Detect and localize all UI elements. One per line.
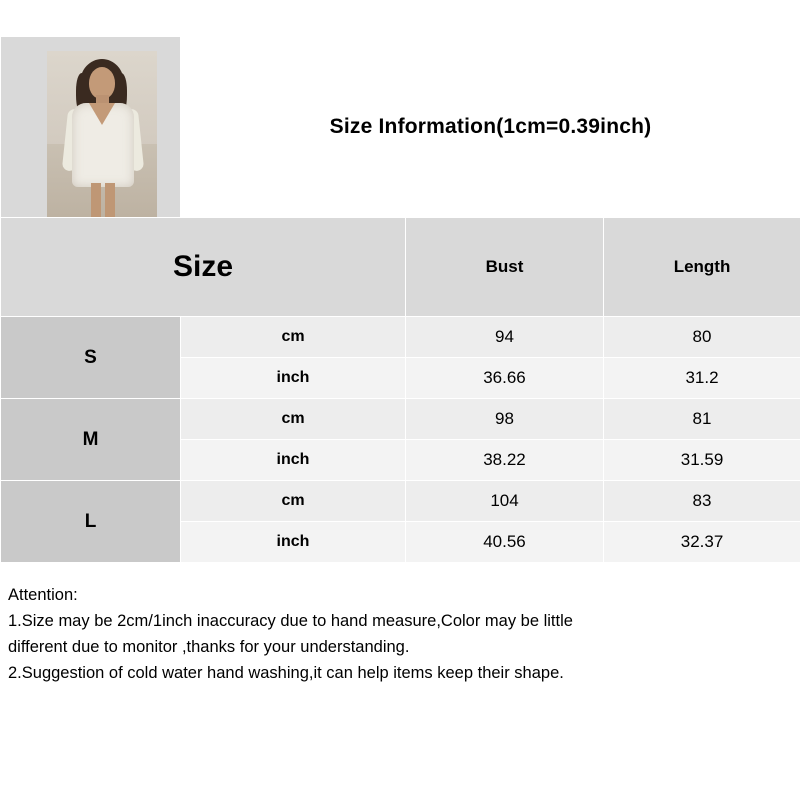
table-row	[1, 317, 800, 358]
unit-cell: inch	[181, 358, 406, 399]
header-size: Size	[1, 218, 406, 317]
dress-v-neckline	[89, 103, 115, 125]
bust-value: 94	[406, 317, 604, 358]
bust-value: 98	[406, 399, 604, 440]
model-leg-left	[91, 183, 101, 217]
bust-value: 40.56	[406, 522, 604, 563]
bust-value: 104	[406, 481, 604, 522]
table-row	[1, 481, 800, 522]
size-label-l: L	[1, 481, 181, 563]
attention-section	[0, 576, 800, 686]
size-chart	[0, 36, 800, 563]
length-value: 83	[604, 481, 800, 522]
header-length: Length	[604, 218, 800, 317]
table-header-row	[1, 218, 800, 317]
length-value: 31.2	[604, 358, 800, 399]
attention-note-1-line-1: 1.Size may be 2cm/1inch inaccuracy due to hand measure,Color may be little	[8, 612, 573, 630]
unit-cell: cm	[181, 317, 406, 358]
attention-note-2: 2.Suggestion of cold water hand washing,it can help items keep their shape.	[8, 664, 564, 682]
model-leg-right	[105, 183, 115, 217]
product-photo-cell	[1, 37, 181, 218]
unit-cell: cm	[181, 399, 406, 440]
length-value: 80	[604, 317, 800, 358]
size-table	[0, 36, 800, 563]
length-value: 31.59	[604, 440, 800, 481]
product-photo	[47, 51, 157, 217]
table-row	[1, 399, 800, 440]
length-value: 32.37	[604, 522, 800, 563]
length-value: 81	[604, 399, 800, 440]
size-information-title: Size Information(1cm=0.39inch)	[181, 37, 800, 218]
header-bust: Bust	[406, 218, 604, 317]
unit-cell: cm	[181, 481, 406, 522]
unit-cell: inch	[181, 440, 406, 481]
size-label-s: S	[1, 317, 181, 399]
table-title-row	[1, 37, 800, 218]
attention-heading: Attention:	[8, 586, 78, 604]
size-label-m: M	[1, 399, 181, 481]
unit-cell: inch	[181, 522, 406, 563]
bust-value: 36.66	[406, 358, 604, 399]
bust-value: 38.22	[406, 440, 604, 481]
attention-note-1-line-2: different due to monitor ,thanks for your understanding.	[8, 638, 410, 656]
